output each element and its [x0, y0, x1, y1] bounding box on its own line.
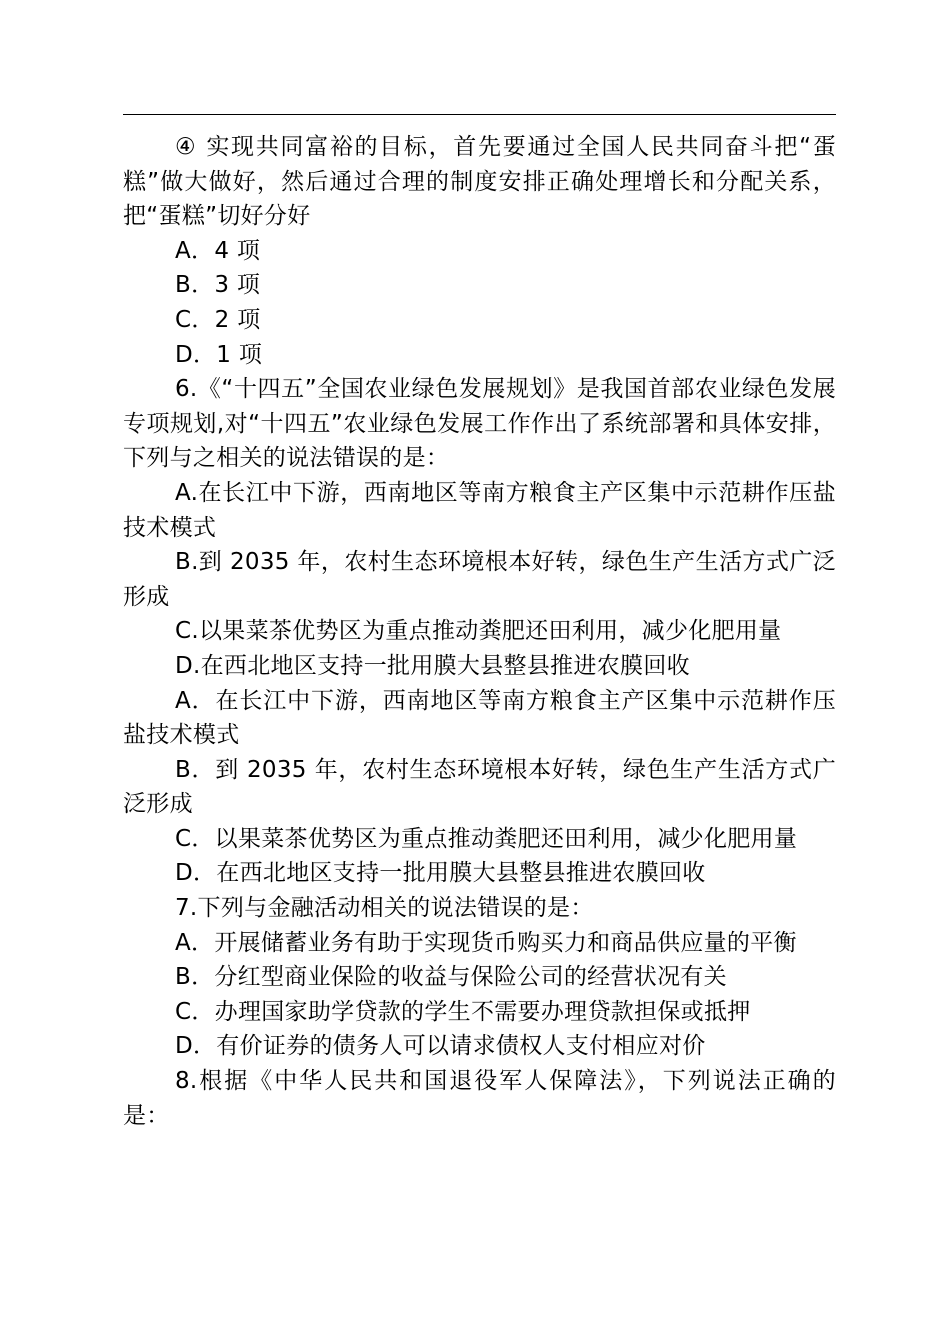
- q6-statement-d: D.在西北地区支持一批用膜大县整县推进农膜回收: [175, 652, 690, 679]
- q6-option-a: A．在长江中下游，西南地区等南方粮食主产区集中示范耕作压盐技术模式: [123, 687, 836, 749]
- q6-statement-b: B.到 2035 年，农村生态环境根本好转，绿色生产生活方式广泛形成: [123, 549, 836, 610]
- q5-option-c: C．2 项: [175, 306, 261, 333]
- q7-option-b: B．分红型商业保险的收益与保险公司的经营状况有关: [175, 964, 727, 991]
- header-rule: [123, 114, 836, 115]
- document-body: [123, 130, 836, 1133]
- q5-option-a: A．4 项: [175, 237, 261, 264]
- q6-option-b: B．到 2035 年，农村生态环境根本好转，绿色生产生活方式广泛形成: [123, 756, 836, 818]
- question-8-stem: 8.根据《中华人民共和国退役军人保障法》，下列说法正确的是：: [123, 1068, 836, 1129]
- q5-option-d: D．1 项: [175, 341, 263, 368]
- q6-option-d: D．在西北地区支持一批用膜大县整县推进农膜回收: [175, 860, 706, 887]
- option-item-4-text: ④ 实现共同富裕的目标，首先要通过全国人民共同奋斗把“蛋糕”做大做好，然后通过合理的制度安排正确处理增长和分配关系，把“蛋糕”切好分好: [123, 134, 836, 230]
- q6-statement-a: A.在长江中下游，西南地区等南方粮食主产区集中示范耕作压盐技术模式: [123, 479, 836, 541]
- question-6-stem: 6.《“十四五”全国农业绿色发展规划》是我国首部农业绿色发展专项规划,对“十四五”农业绿色发展工作作出了系统部署和具体安排，下列与之相关的说法错误的是：: [123, 376, 836, 472]
- q7-option-d: D．有价证券的债务人可以请求债权人支付相应对价: [175, 1033, 706, 1060]
- q6-option-c: C．以果菜茶优势区为重点推动粪肥还田利用，减少化肥用量: [175, 825, 798, 852]
- question-7-stem: 7.下列与金融活动相关的说法错误的是：: [175, 895, 594, 922]
- q5-option-b: B．3 项: [175, 272, 261, 299]
- q7-option-c: C．办理国家助学贷款的学生不需要办理贷款担保或抵押: [175, 998, 751, 1025]
- q7-option-a: A．开展储蓄业务有助于实现货币购买力和商品供应量的平衡: [175, 929, 797, 956]
- q6-statement-c: C.以果菜茶优势区为重点推动粪肥还田利用，减少化肥用量: [175, 618, 782, 645]
